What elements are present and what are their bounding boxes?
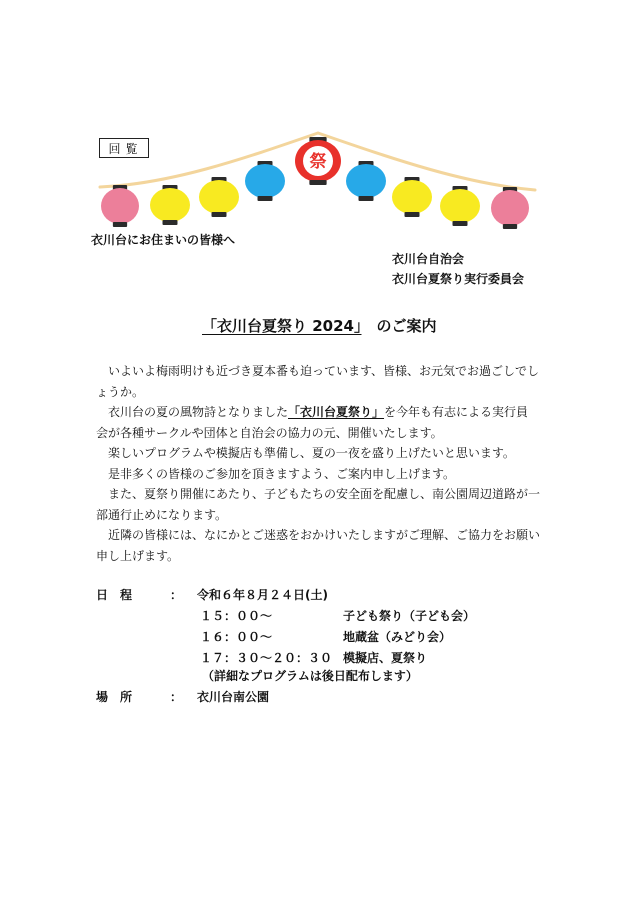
lantern <box>295 137 341 185</box>
lantern <box>491 187 529 229</box>
sender-committee: 衣川台夏祭り実行委員会 <box>392 272 525 286</box>
lantern-base <box>503 224 517 229</box>
paragraph-announcement-pre: 衣川台の夏の風物詩となりました <box>108 405 289 419</box>
lantern-body <box>346 164 386 198</box>
lantern-base <box>309 180 326 185</box>
paragraph-announcement <box>96 402 540 443</box>
festival-name-highlight: 「衣川台夏祭り」 <box>288 405 385 419</box>
lantern <box>199 177 239 217</box>
lantern-base <box>113 222 127 227</box>
schedule-time-2: １６：００～ <box>200 630 273 644</box>
lantern-base <box>405 212 420 217</box>
lantern <box>150 185 190 225</box>
paragraph-road-closure: また、夏祭り開催にあたり、子どもたちの安全面を配慮し、南公園周辺道路が一部通行止めになります。 <box>96 487 541 522</box>
lantern <box>346 161 386 201</box>
lantern-base <box>359 196 374 201</box>
date-label: 日 程 <box>96 588 133 602</box>
addressee: 衣川台にお住まいの皆様へ <box>91 233 236 247</box>
sender-association: 衣川台自治会 <box>392 252 465 266</box>
schedule-event-2: 地蔵盆（みどり会） <box>343 630 452 644</box>
title-main: 「衣川台夏祭り 2024」 <box>202 317 362 335</box>
paragraph-apology: 近隣の皆様には、なにかとご迷惑をおかけいたしますがご理解、ご協力をお願い申し上げます。 <box>96 528 541 563</box>
lantern <box>101 185 139 227</box>
lantern <box>440 186 480 226</box>
schedule-event-3: 模擬店、夏祭り <box>343 651 428 665</box>
title-suffix: のご案内 <box>376 317 437 335</box>
paragraph-invitation: 是非多くの皆様のご参加を頂きますよう、ご案内申し上げます。 <box>108 466 456 481</box>
lantern-body <box>392 180 432 214</box>
event-date: 令和６年８月２４日(土) <box>197 588 328 602</box>
lantern-body <box>150 188 190 222</box>
lantern-base <box>453 221 468 226</box>
paragraph-announcement-post: を今年も有志による実行員会が各種サークルや団体と自治会の協力の元、開催いたします。 <box>96 405 529 440</box>
lantern-base <box>212 212 227 217</box>
paragraph-greeting: いよいよ梅雨明けも近づき夏本番も迫っています、皆様、お元気でお過ごしでしょうか。 <box>96 364 540 399</box>
lantern <box>245 161 285 201</box>
lantern-illustration <box>0 0 632 240</box>
event-place: 衣川台南公園 <box>197 690 270 704</box>
schedule-time-1: １５：００～ <box>200 609 273 623</box>
schedule-note: （詳細なプログラムは後日配布します） <box>202 669 418 683</box>
place-label: 場 所 <box>96 690 133 704</box>
circulation-stamp: 回覧 <box>99 138 149 158</box>
lantern <box>392 177 432 217</box>
lantern-base <box>163 220 178 225</box>
lantern-body <box>491 190 529 226</box>
lantern-body <box>245 164 285 198</box>
paragraph-program: 楽しいプログラムや模擬店も準備し、夏の一夜を盛り上げたいと思います。 <box>108 446 515 460</box>
letter-body <box>96 361 540 566</box>
place-colon: ： <box>170 690 183 704</box>
schedule-event-1: 子ども祭り（子ども会） <box>343 609 476 623</box>
schedule-time-3: １７：３０～２０：３０ <box>200 651 333 665</box>
lantern-base <box>258 196 273 201</box>
festival-kanji: 祭 <box>309 152 327 172</box>
lantern-body <box>440 189 480 223</box>
lantern-body <box>101 188 139 224</box>
lantern-body <box>199 180 239 214</box>
page-title <box>202 315 437 336</box>
date-colon: ： <box>170 588 183 602</box>
